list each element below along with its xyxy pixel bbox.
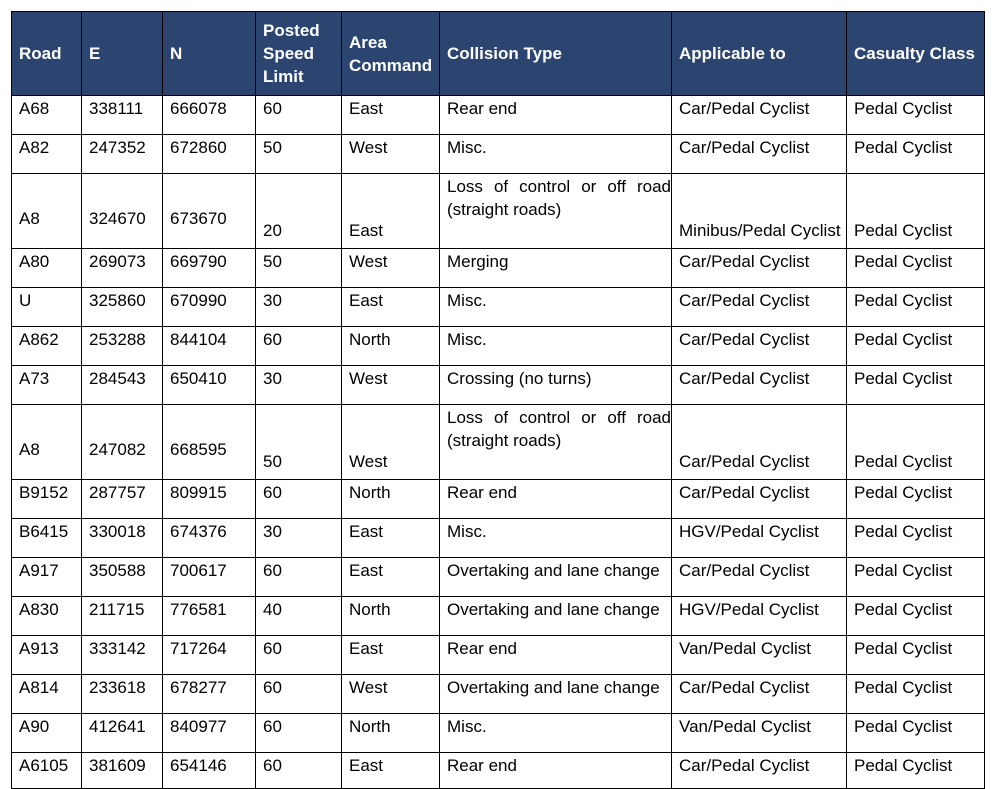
road-cell: A8 bbox=[12, 174, 82, 249]
speed-limit-cell: 60 bbox=[256, 636, 342, 675]
road-cell: A913 bbox=[12, 636, 82, 675]
road-cell: A814 bbox=[12, 675, 82, 714]
area-command-cell: East bbox=[342, 753, 440, 789]
header-posted-speed-limit: Posted Speed Limit bbox=[256, 12, 342, 96]
area-command-cell: West bbox=[342, 366, 440, 405]
table-row bbox=[12, 597, 985, 636]
collision-type-cell: Misc. bbox=[440, 714, 672, 753]
table-row bbox=[12, 405, 985, 480]
area-command-cell: North bbox=[342, 714, 440, 753]
e-cell: 211715 bbox=[82, 597, 163, 636]
applicable-to-cell: Car/Pedal Cyclist bbox=[672, 366, 847, 405]
applicable-to-cell: Car/Pedal Cyclist bbox=[672, 288, 847, 327]
applicable-to-cell: Minibus/Pedal Cyclist bbox=[672, 174, 847, 249]
casualty-class-cell: Pedal Cyclist bbox=[847, 714, 985, 753]
header-road: Road bbox=[12, 12, 82, 96]
n-cell: 669790 bbox=[163, 249, 256, 288]
area-command-cell: North bbox=[342, 327, 440, 366]
casualty-class-cell: Pedal Cyclist bbox=[847, 96, 985, 135]
n-cell: 717264 bbox=[163, 636, 256, 675]
n-cell: 650410 bbox=[163, 366, 256, 405]
n-cell: 809915 bbox=[163, 480, 256, 519]
area-command-cell: West bbox=[342, 675, 440, 714]
n-cell: 654146 bbox=[163, 753, 256, 789]
speed-limit-cell: 60 bbox=[256, 675, 342, 714]
header-casualty-class: Casualty Class bbox=[847, 12, 985, 96]
area-command-cell: East bbox=[342, 558, 440, 597]
speed-limit-cell: 40 bbox=[256, 597, 342, 636]
collision-type-cell: Rear end bbox=[440, 96, 672, 135]
table-row bbox=[12, 519, 985, 558]
road-cell: A917 bbox=[12, 558, 82, 597]
table-row bbox=[12, 558, 985, 597]
road-cell: A80 bbox=[12, 249, 82, 288]
n-cell: 670990 bbox=[163, 288, 256, 327]
table-row bbox=[12, 480, 985, 519]
road-cell: B9152 bbox=[12, 480, 82, 519]
e-cell: 324670 bbox=[82, 174, 163, 249]
table-body bbox=[12, 96, 985, 789]
speed-limit-cell: 50 bbox=[256, 405, 342, 480]
speed-limit-cell: 20 bbox=[256, 174, 342, 249]
n-cell: 776581 bbox=[163, 597, 256, 636]
collision-type-cell: Overtaking and lane change bbox=[440, 558, 672, 597]
casualty-class-cell: Pedal Cyclist bbox=[847, 675, 985, 714]
casualty-class-cell: Pedal Cyclist bbox=[847, 366, 985, 405]
e-cell: 287757 bbox=[82, 480, 163, 519]
speed-limit-cell: 60 bbox=[256, 714, 342, 753]
e-cell: 247352 bbox=[82, 135, 163, 174]
collision-table bbox=[11, 11, 985, 789]
road-cell: B6415 bbox=[12, 519, 82, 558]
area-command-cell: West bbox=[342, 249, 440, 288]
area-command-cell: North bbox=[342, 480, 440, 519]
casualty-class-cell: Pedal Cyclist bbox=[847, 597, 985, 636]
applicable-to-cell: Van/Pedal Cyclist bbox=[672, 636, 847, 675]
table-row bbox=[12, 135, 985, 174]
speed-limit-cell: 30 bbox=[256, 288, 342, 327]
speed-limit-cell: 60 bbox=[256, 96, 342, 135]
table-row bbox=[12, 249, 985, 288]
road-cell: A82 bbox=[12, 135, 82, 174]
road-cell: U bbox=[12, 288, 82, 327]
applicable-to-cell: Car/Pedal Cyclist bbox=[672, 327, 847, 366]
header-area-command: Area Command bbox=[342, 12, 440, 96]
e-cell: 330018 bbox=[82, 519, 163, 558]
applicable-to-cell: Car/Pedal Cyclist bbox=[672, 135, 847, 174]
table-row bbox=[12, 327, 985, 366]
road-cell: A68 bbox=[12, 96, 82, 135]
e-cell: 269073 bbox=[82, 249, 163, 288]
n-cell: 668595 bbox=[163, 405, 256, 480]
road-cell: A73 bbox=[12, 366, 82, 405]
e-cell: 381609 bbox=[82, 753, 163, 789]
table-row bbox=[12, 288, 985, 327]
area-command-cell: East bbox=[342, 636, 440, 675]
header-collision-type: Collision Type bbox=[440, 12, 672, 96]
collision-type-cell: Merging bbox=[440, 249, 672, 288]
road-cell: A830 bbox=[12, 597, 82, 636]
header-applicable-to: Applicable to bbox=[672, 12, 847, 96]
applicable-to-cell: Car/Pedal Cyclist bbox=[672, 480, 847, 519]
casualty-class-cell: Pedal Cyclist bbox=[847, 558, 985, 597]
table-row bbox=[12, 714, 985, 753]
table-row bbox=[12, 366, 985, 405]
applicable-to-cell: Car/Pedal Cyclist bbox=[672, 558, 847, 597]
e-cell: 247082 bbox=[82, 405, 163, 480]
n-cell: 672860 bbox=[163, 135, 256, 174]
e-cell: 338111 bbox=[82, 96, 163, 135]
table-row bbox=[12, 96, 985, 135]
e-cell: 350588 bbox=[82, 558, 163, 597]
casualty-class-cell: Pedal Cyclist bbox=[847, 753, 985, 789]
speed-limit-cell: 60 bbox=[256, 480, 342, 519]
applicable-to-cell: Van/Pedal Cyclist bbox=[672, 714, 847, 753]
road-cell: A862 bbox=[12, 327, 82, 366]
applicable-to-cell: Car/Pedal Cyclist bbox=[672, 96, 847, 135]
e-cell: 412641 bbox=[82, 714, 163, 753]
table-row bbox=[12, 753, 985, 789]
road-cell: A6105 bbox=[12, 753, 82, 789]
casualty-class-cell: Pedal Cyclist bbox=[847, 636, 985, 675]
table-row bbox=[12, 174, 985, 249]
header-e: E bbox=[82, 12, 163, 96]
area-command-cell: East bbox=[342, 96, 440, 135]
applicable-to-cell: Car/Pedal Cyclist bbox=[672, 753, 847, 789]
n-cell: 666078 bbox=[163, 96, 256, 135]
applicable-to-cell: Car/Pedal Cyclist bbox=[672, 249, 847, 288]
e-cell: 253288 bbox=[82, 327, 163, 366]
e-cell: 325860 bbox=[82, 288, 163, 327]
e-cell: 233618 bbox=[82, 675, 163, 714]
speed-limit-cell: 60 bbox=[256, 558, 342, 597]
table-row bbox=[12, 636, 985, 675]
collision-type-cell: Rear end bbox=[440, 636, 672, 675]
speed-limit-cell: 50 bbox=[256, 249, 342, 288]
casualty-class-cell: Pedal Cyclist bbox=[847, 174, 985, 249]
collision-type-cell: Loss of control or off road (straight roads) bbox=[440, 174, 672, 249]
e-cell: 284543 bbox=[82, 366, 163, 405]
n-cell: 700617 bbox=[163, 558, 256, 597]
area-command-cell: West bbox=[342, 405, 440, 480]
collision-type-cell: Rear end bbox=[440, 480, 672, 519]
applicable-to-cell: HGV/Pedal Cyclist bbox=[672, 519, 847, 558]
applicable-to-cell: Car/Pedal Cyclist bbox=[672, 405, 847, 480]
header-n: N bbox=[163, 12, 256, 96]
area-command-cell: East bbox=[342, 288, 440, 327]
collision-type-cell: Misc. bbox=[440, 327, 672, 366]
e-cell: 333142 bbox=[82, 636, 163, 675]
speed-limit-cell: 60 bbox=[256, 753, 342, 789]
collision-type-cell: Overtaking and lane change bbox=[440, 597, 672, 636]
casualty-class-cell: Pedal Cyclist bbox=[847, 327, 985, 366]
speed-limit-cell: 30 bbox=[256, 366, 342, 405]
n-cell: 678277 bbox=[163, 675, 256, 714]
header-row bbox=[12, 12, 985, 96]
casualty-class-cell: Pedal Cyclist bbox=[847, 288, 985, 327]
area-command-cell: North bbox=[342, 597, 440, 636]
speed-limit-cell: 50 bbox=[256, 135, 342, 174]
area-command-cell: East bbox=[342, 174, 440, 249]
collision-type-cell: Overtaking and lane change bbox=[440, 675, 672, 714]
n-cell: 673670 bbox=[163, 174, 256, 249]
speed-limit-cell: 30 bbox=[256, 519, 342, 558]
applicable-to-cell: HGV/Pedal Cyclist bbox=[672, 597, 847, 636]
area-command-cell: West bbox=[342, 135, 440, 174]
road-cell: A90 bbox=[12, 714, 82, 753]
collision-type-cell: Misc. bbox=[440, 519, 672, 558]
n-cell: 844104 bbox=[163, 327, 256, 366]
table-row bbox=[12, 675, 985, 714]
road-cell: A8 bbox=[12, 405, 82, 480]
casualty-class-cell: Pedal Cyclist bbox=[847, 405, 985, 480]
collision-type-cell: Misc. bbox=[440, 135, 672, 174]
collision-type-cell: Misc. bbox=[440, 288, 672, 327]
collision-type-cell: Loss of control or off road (straight roads) bbox=[440, 405, 672, 480]
area-command-cell: East bbox=[342, 519, 440, 558]
casualty-class-cell: Pedal Cyclist bbox=[847, 135, 985, 174]
casualty-class-cell: Pedal Cyclist bbox=[847, 480, 985, 519]
n-cell: 674376 bbox=[163, 519, 256, 558]
applicable-to-cell: Car/Pedal Cyclist bbox=[672, 675, 847, 714]
collision-type-cell: Crossing (no turns) bbox=[440, 366, 672, 405]
casualty-class-cell: Pedal Cyclist bbox=[847, 519, 985, 558]
n-cell: 840977 bbox=[163, 714, 256, 753]
casualty-class-cell: Pedal Cyclist bbox=[847, 249, 985, 288]
collision-type-cell: Rear end bbox=[440, 753, 672, 789]
speed-limit-cell: 60 bbox=[256, 327, 342, 366]
